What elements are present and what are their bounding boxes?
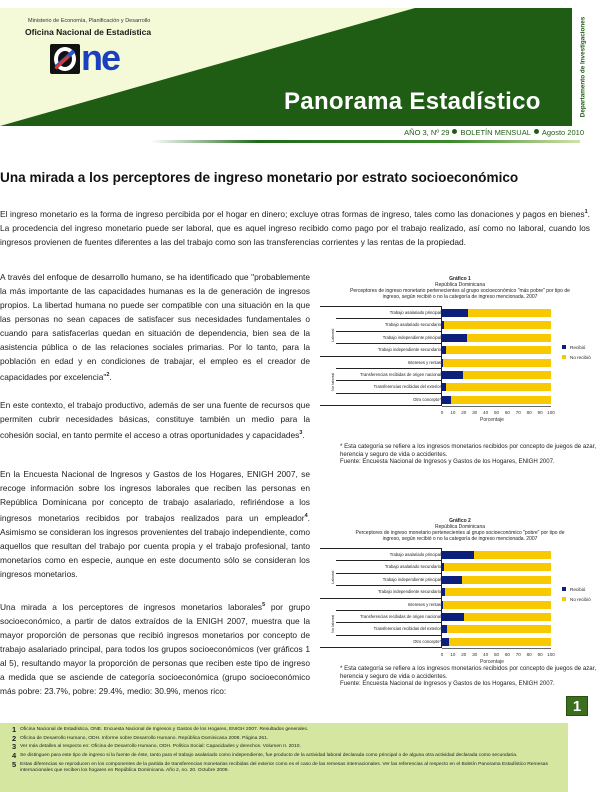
legend-swatch-icon xyxy=(562,355,566,359)
x-tick-label: 60 xyxy=(504,652,510,658)
stacked-bar xyxy=(442,383,551,391)
x-tick-label: 30 xyxy=(472,652,478,658)
stacked-bar xyxy=(442,359,551,367)
chart-source: Fuente: Encuesta Nacional de Ingresos y Gastos de los Hogares, ENIGH 2007. xyxy=(340,680,555,687)
masthead xyxy=(0,0,612,140)
bullet-icon xyxy=(452,129,457,134)
footnote-number: 1 xyxy=(12,725,17,734)
stacked-bar xyxy=(442,576,551,584)
chart-title: Gráfico 2 xyxy=(449,518,471,524)
footnote-number: 5 xyxy=(12,759,17,769)
chart-description: Perceptores de ingreso monetario pertenecientes al grupo socioeconómico "pobre" por tipo de ingreso, según recibió o no la categoría de ingreso mencionada. 2007 xyxy=(355,530,565,542)
x-tick-label: 20 xyxy=(461,410,467,416)
x-tick-label: 0 xyxy=(440,410,444,416)
category-label: Transferencias recibidas del exterior xyxy=(373,384,441,390)
category-label: Intereses y rentas xyxy=(407,359,441,365)
stacked-bar xyxy=(442,551,551,559)
x-axis xyxy=(442,406,551,407)
x-tick-label: 90 xyxy=(537,410,543,416)
stacked-bar xyxy=(442,334,551,342)
chart-1-note: * Esta categoría se refiere a los ingresos monetarios recibidos por concepto de juegos de azar, herencia y seguro de vida o accidentes. Fuente: Encuesta Nacional de Ingresos y Gastos de los Hogares, ENIGH 2007. xyxy=(340,443,602,466)
stacked-bar xyxy=(442,321,551,329)
ministry-name: Ministerio de Economía, Planificación y Desarrollo xyxy=(28,18,151,24)
footnotes xyxy=(0,723,568,792)
stacked-bar xyxy=(442,309,551,317)
footnote-ref: 1 xyxy=(584,209,588,215)
x-axis-title: Porcentaje xyxy=(480,417,504,424)
chart-title: Gráfico 1 xyxy=(449,276,471,282)
footnote-text: Estas diferencias se reproducen en los componentes de la partida de transferencias monetarias recibidas del exterior como es el caso de las remesas internacionales. Ver las referencias al respecto en el Boletín Panorama Estadístico Remesas internacionales que reciben los hogares en República Dominicana. Año 2, no. 20. Octubre 2009. xyxy=(20,761,548,773)
footnote xyxy=(12,727,568,734)
footnote-text: Oficina de Desarrollo Humano, ODH. Informe sobre Desarrollo Humano. República Dominicana 2008. Página 261. xyxy=(20,735,269,741)
chart-header xyxy=(320,518,600,542)
legend-item: Recibió xyxy=(562,345,585,350)
x-tick-label: 50 xyxy=(493,652,500,658)
legend-item: No recibió xyxy=(562,597,591,602)
x-tick-label: 40 xyxy=(483,652,489,658)
issue-year-number: AÑO 3, Nº 29 xyxy=(404,128,450,137)
category-label: Trabajo asalariado principal xyxy=(389,310,441,315)
x-tick-label: 20 xyxy=(461,652,467,658)
chart-subtitle: República Dominicana xyxy=(434,282,486,288)
office-name: Oficina Nacional de Estadística xyxy=(25,27,152,37)
footnote-ref: 4 xyxy=(304,513,308,519)
x-tick-label: 100 xyxy=(547,652,555,658)
category-label: Transferencias recibidas de origen nacional xyxy=(360,372,441,377)
paragraph-1: El ingreso monetario es la forma de ingreso percibida por el hogar en dinero; excluye otras formas de ingreso, tales como las donaciones y pagos en bienes$^1$. La procedencia del ingreso monetario puede ser laboral, que es aquel ingreso recibido como pago por el trabajo realizado, así como no laboral, cuando los ingresos provienen de fuentes diferentes a las del trabajo como son las transferencias corrientes y las rentas de la propiedad. xyxy=(0,208,590,247)
stacked-bar xyxy=(442,625,551,633)
legend-swatch-icon xyxy=(562,345,566,349)
chart-description: Perceptores de ingreso monetario pertenecientes al grupo socioeconómico "más pobre" por tipo de ingreso, según recibió o no la categoría de ingreso mencionada. 2007 xyxy=(350,288,570,300)
category-label: Trabajo independiente principal xyxy=(382,576,441,582)
page-number: 1 xyxy=(566,696,588,716)
x-tick-label: 80 xyxy=(526,652,532,658)
category-label: Intereses y rentas xyxy=(407,601,441,607)
group-label: Laboral xyxy=(330,570,335,584)
stacked-bar xyxy=(442,396,551,404)
group-label: No laboral xyxy=(330,615,335,634)
issue-date: Agosto 2010 xyxy=(541,128,584,137)
category-label: Transferencias recibidas de origen nacional xyxy=(360,614,441,619)
x-tick-label: 30 xyxy=(472,410,478,416)
category-label: Otro concepto* xyxy=(413,396,441,402)
legend-swatch-icon xyxy=(562,587,566,591)
paragraph-5: Una mirada a los perceptores de ingresos monetarios laborales$^5$ por grupo socioeconómico, a partir de datos extraídos de la ENIGH 2007, muestra que la mayor proporción de personas que recibió ingresos monetarios por concepto de trabajo asalariado principal, para todos los grupos socioeconómicos (ver gráficos 1 al 5), resultando mayor la proporción de personas que reciben este tipo de ingreso a medida que se asciende de categoría socioeconómica (grupo socioeconómico más pobre: 23.7%, pobre: 29.4%, medio: 30.9%, menos rico: xyxy=(0,601,310,696)
bullet-icon xyxy=(534,129,539,134)
x-tick-label: 10 xyxy=(450,410,456,416)
x-tick-label: 80 xyxy=(526,410,532,416)
footnote-text: Ver más detalles al respecto en: Oficina de Desarrollo Humano, ODH. Política Social: Capacidades y derechos. Volumen II. 2010. xyxy=(20,744,301,750)
footnote-text: Oficina Nacional de Estadística, ONE. Encuesta Nacional de Ingresos y Gastos de los Hogares, ENIGH 2007. Resultados generales. xyxy=(20,727,309,732)
stacked-bar xyxy=(442,588,551,596)
footnote xyxy=(12,753,568,760)
legend-swatch-icon xyxy=(562,597,566,601)
legend-item: No recibió xyxy=(562,355,591,360)
footnote-ref: 5 xyxy=(262,602,266,608)
x-tick-label: 0 xyxy=(440,652,444,658)
x-tick-label: 70 xyxy=(515,652,521,658)
header-divider xyxy=(150,140,580,143)
publication-title: Panorama Estadístico xyxy=(284,88,541,115)
logo-o-icon xyxy=(50,44,80,74)
x-tick-label: 50 xyxy=(493,410,500,416)
legend-item: Recibió xyxy=(562,587,585,592)
footnote-ref: 3 xyxy=(299,430,303,436)
chart-source: Fuente: Encuesta Nacional de Ingresos y Gastos de los Hogares, ENIGH 2007. xyxy=(340,458,555,465)
chart-plot xyxy=(320,307,600,424)
department-label: Departamento de Investigaciones xyxy=(579,16,587,118)
category-label: Trabajo independiente secundario xyxy=(377,347,441,353)
stacked-bar xyxy=(442,613,551,621)
stacked-bar xyxy=(442,371,551,379)
issue-type: BOLETÍN MENSUAL xyxy=(460,128,531,137)
x-tick-label: 10 xyxy=(450,652,456,658)
category-label: Trabajo independiente principal xyxy=(382,334,441,340)
x-tick-label: 100 xyxy=(547,410,555,416)
category-label: Trabajo asalariado principal xyxy=(389,552,441,557)
row-divider xyxy=(320,647,442,648)
x-axis xyxy=(442,648,551,649)
chart-header xyxy=(320,276,600,300)
footnote-number: 2 xyxy=(12,733,17,743)
footnote-text: Se distinguen para este tipo de ingreso si la fuente de éste, tanto para el trabajo asalariado como independiente, fue producto de la actividad laboral declarada como principal o de alguna otra actividad declarada como secundaria. xyxy=(20,753,518,759)
chart-subtitle: República Dominicana xyxy=(434,524,486,530)
one-logo xyxy=(50,37,140,78)
x-tick-label: 90 xyxy=(537,652,543,658)
chart-plot xyxy=(320,549,600,666)
footnote xyxy=(12,759,568,774)
footnote xyxy=(12,733,568,743)
x-axis-title: Porcentaje xyxy=(480,659,504,666)
chart-2 xyxy=(320,518,600,666)
footnote xyxy=(12,744,568,751)
chart-2-note: * Esta categoría se refiere a los ingresos monetarios recibidos por concepto de juegos de azar, herencia y seguro de vida o accidentes. Fuente: Encuesta Nacional de Ingresos y Gastos de los Hogares, ENIGH 2007. xyxy=(340,665,602,688)
footnote-number: 3 xyxy=(12,742,17,752)
paragraph-4: En la Encuesta Nacional de Ingresos y Gastos de los Hogares, ENIGH 2007, se recoge información sobre los ingresos laborales que reciben las personas en República Dominicana por concepto de trabajo asalariado, refiriéndose a los ingresos monetarios recibidos por trabajos realizados para un empleador$^4$. Asimismo se consideran los ingresos provenientes del trabajo independiente, como aquellos que resultan del trabajo por cuenta propia y el trabajo profesional, tanto monetarios como en especie, aunque en este documento sólo se consideran los ingresos monetarios. xyxy=(0,469,310,579)
footnote-number: 4 xyxy=(12,751,17,761)
category-label: Trabajo asalariado secundario xyxy=(384,322,441,328)
stacked-bar xyxy=(442,601,551,609)
category-label: Transferencias recibidas del exterior xyxy=(373,626,441,632)
stacked-bar xyxy=(442,346,551,354)
category-label: Trabajo independiente secundario xyxy=(377,589,441,595)
paragraph-2: A través del enfoque de desarrollo humano, se ha identificado que "probablemente la más importante de las capacidades humanas es la de generación de ingresos propios. La libertad humana no puede ser compatible con una situación en la que las personas no sean capaces de satisfacer sus necesidades fundamentales o cuando para satisfacerlas quedan en situación de dependencia, bien sea de la asistencia pública o de las relaciones sociales primarias. Por lo tanto, para la población en edad y en condiciones de trabajar, el empleo es el creador de capacidades por excelencia"$^2$. xyxy=(0,272,310,382)
stacked-bar xyxy=(442,563,551,571)
x-tick-label: 70 xyxy=(515,410,521,416)
paragraph-3: En este contexto, el trabajo productivo, además de ser una fuente de recursos que permiten cubrir necesidades básicas, constituye también un medio para la cohesión social, en tanto permite el acceso a otras oportunidades y capacidades$^3$. xyxy=(0,400,310,440)
article-title: Una mirada a los perceptores de ingreso monetario por estrato socioeconómico xyxy=(0,170,519,185)
group-label: No laboral xyxy=(330,373,335,392)
stacked-bar xyxy=(442,638,551,646)
footnote-ref: 2 xyxy=(106,372,110,378)
category-label: Trabajo asalariado secundario xyxy=(384,564,441,570)
x-tick-label: 60 xyxy=(504,410,510,416)
issue-info xyxy=(404,128,584,137)
category-label: Otro concepto* xyxy=(413,638,441,644)
group-label: Laboral xyxy=(330,328,335,342)
chart-1 xyxy=(320,276,600,424)
row-divider xyxy=(320,405,442,406)
logo-text: ne xyxy=(81,37,120,78)
x-tick-label: 40 xyxy=(483,410,489,416)
